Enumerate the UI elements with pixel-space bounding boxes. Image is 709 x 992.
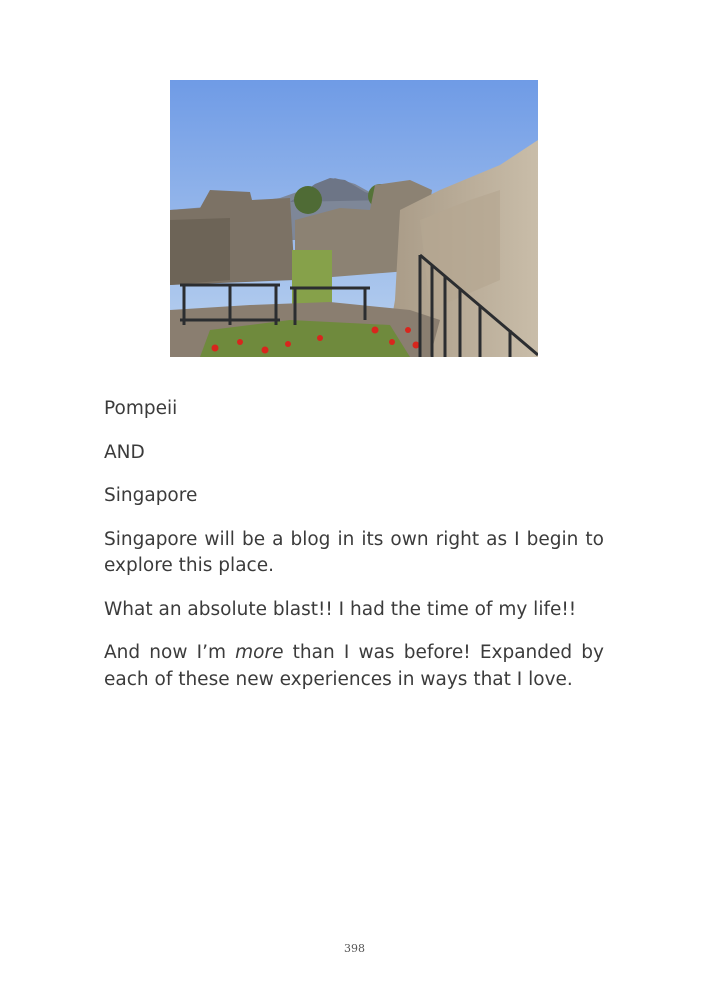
paragraph-absolute-blast: What an absolute blast!! I had the time of my life!! xyxy=(104,598,577,620)
pompeii-photo xyxy=(170,80,538,357)
pompeii-photo-image xyxy=(170,80,538,357)
paragraph-expanded-after: than I was before! Expanded by each of these new experiences in ways that I love. xyxy=(104,642,604,690)
paragraph-heading-pompeii: Pompeii xyxy=(104,398,178,419)
paragraph-expanded xyxy=(104,640,604,693)
paragraph-and: AND xyxy=(104,441,145,463)
paragraph-singapore-blog: Singapore will be a blog in its own right as I begin to explore this place. xyxy=(104,528,604,576)
page-number: 398 xyxy=(344,942,365,955)
body-text xyxy=(104,396,604,710)
paragraph-expanded-before: And now I’m xyxy=(104,642,236,663)
paragraph-heading-singapore: Singapore xyxy=(104,485,198,506)
paragraph-expanded-emphasis: more xyxy=(235,642,284,663)
